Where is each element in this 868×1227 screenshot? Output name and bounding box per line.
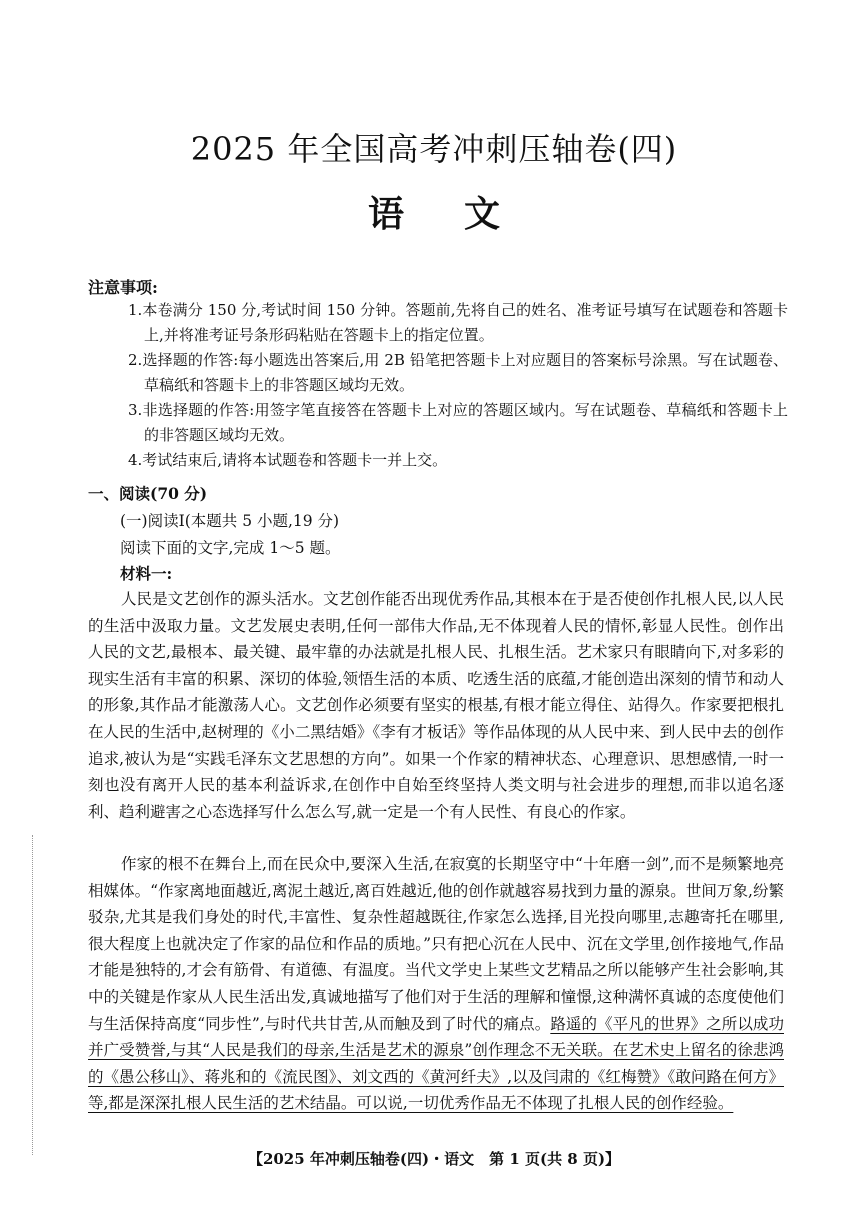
- material-paragraph-2: [88, 851, 784, 1117]
- paragraph-text: 作家的根不在舞台上,而在民众中,要深入生活,在寂寞的长期坚守中“十年磨一剑”,而不是频繁地亮相媒体。“作家离地面越近,离泥土越近,离百姓越近,他的创作就越容易找到力量的源泉。世间万象,纷繁驳杂,尤其是我们身处的时代,丰富性、复杂性超越既往,作家怎么选择,目光投向哪里,志趣寄托在哪里,很大程度上也就决定了作家的品位和作品的质地。”只有把心沉在人民中、沉在文学里,创作接地气,作品才能是独特的,才会有筋骨、有道德、有温度。当代文学史上某些文艺精品之所以能够产生社会影响,其中的关键是作家从人民生活出发,真诚地描写了他们对于生活的理解和憧憬,这种满怀真诚的态度使他们与生活保持高度“同步性”,与时代共甘苦,从而触及到了时代的痛点。: [88, 855, 784, 1033]
- notice-item: 2.选择题的作答:每小题选出答案后,用 2B 铅笔把答题卡上对应题目的答案标号涂黑。写在试题卷、草稿纸和答题卡上的非答题区域均无效。: [128, 351, 788, 394]
- reading-instruction: 阅读下面的文字,完成 1～5 题。: [120, 539, 341, 557]
- notice-item: 4.考试结束后,请将本试题卷和答题卡一并上交。: [128, 451, 448, 469]
- subject-char-2: 文: [464, 193, 501, 235]
- page-footer: 【2025 年冲刺压轴卷(四)・语文 第 1 页(共 8 页)】: [247, 1150, 621, 1168]
- notice-list: [128, 298, 788, 473]
- underlined-text: 路遥的《平凡的世界》之所以成功并广受赞誉,与其“人民是我们的母亲,生活是艺术的源泉”创作理念不无关联。在艺术史上留名的徐悲鸿的《愚公移山》、蒋兆和的《流民图》、刘文西的《黄河纤夫》,以及闫肃的《红梅赞》《敢问路在何方》等,都是深深扎根人民生活的艺术结晶。可以说,一切优秀作品无不体现了扎根人民的创作经验。: [88, 1014, 784, 1113]
- material-paragraph-1: 人民是文艺创作的源头活水。文艺创作能否出现优秀作品,其根本在于是否使创作扎根人民,以人民的生活中汲取力量。文艺发展史表明,任何一部伟大作品,无不体现着人民的情怀,彰显人民性。创作出人民的文艺,最根本、最关键、最牢靠的办法就是扎根人民、扎根生活。艺术家只有眼睛向下,对多彩的现实生活有丰富的积累、深切的体验,领悟生活的本质、吃透生活的底蕴,才能创造出深刻的情节和动人的形象,其作品才能激荡人心。文艺创作必须要有坚实的根基,有根才能立得住、站得久。作家要把根扎在人民的生活中,赵树理的《小二黑结婚》《李有才板话》等作品体现的从人民中来、到人民中去的创作追求,被认为是“实践毛泽东文艺思想的方向”。如果一个作家的精神状态、心理意识、思想感情,一时一刻也没有离开人民的基本利益诉求,在创作中自始至终坚持人类文明与社会进步的理想,而非以追名逐利、趋利避害之心态选择写什么怎么写,就一定是一个有人民性、有良心的作家。: [88, 590, 784, 821]
- binding-edge-mark: [32, 835, 34, 1155]
- material-label: 材料一:: [120, 564, 173, 583]
- notice-item: 1.本卷满分 150 分,考试时间 150 分钟。答题前,先将自己的姓名、准考证号填写在试题卷和答题卡上,并将准考证号条形码粘贴在答题卡上的指定位置。: [128, 301, 788, 344]
- notice-heading: 注意事项:: [88, 278, 158, 297]
- subsection-heading: (一)阅读Ⅰ(本题共 5 小题,19 分): [120, 512, 340, 530]
- subject-char-1: 语: [367, 193, 404, 235]
- exam-title: 2025 年全国高考冲刺压轴卷(四): [190, 130, 678, 168]
- notice-item: 3.非选择题的作答:用签字笔直接答在答题卡上对应的答题区域内。写在试题卷、草稿纸和答题卡上的非答题区域均无效。: [128, 401, 788, 444]
- section-heading: 一、阅读(70 分): [88, 484, 208, 503]
- subject-title: [0, 186, 868, 237]
